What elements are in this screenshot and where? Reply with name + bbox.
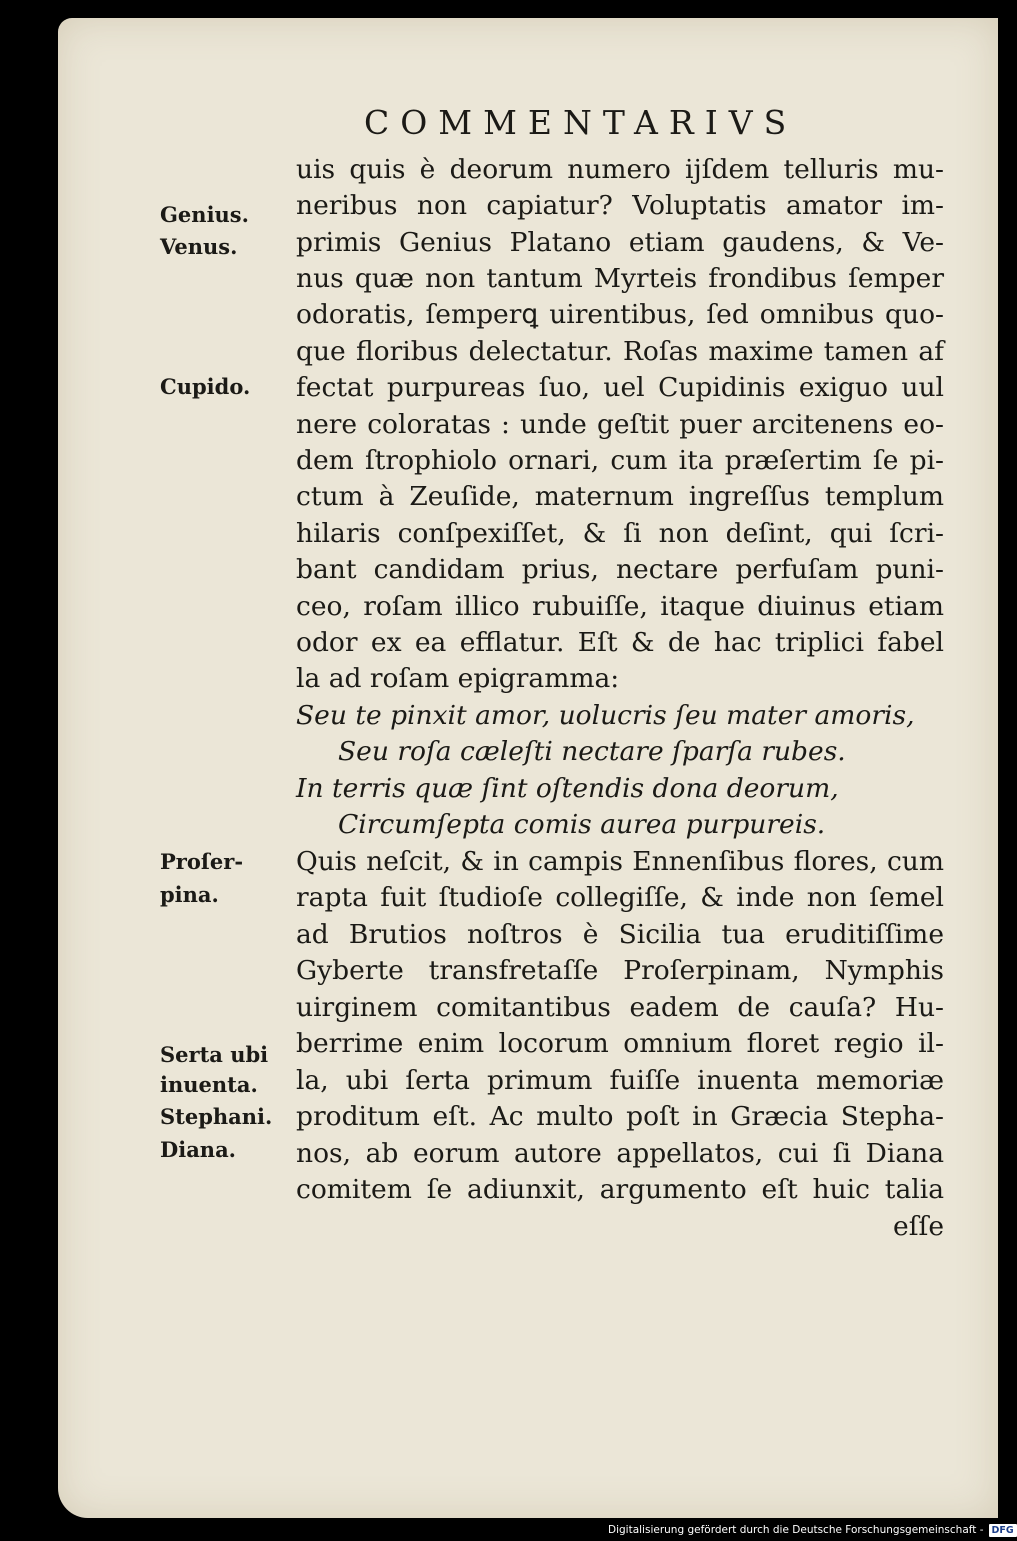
text-line: uirginem comitantibus eadem de cauſa? Hu- [296, 992, 944, 1023]
margin-note: Cupido. [160, 374, 251, 399]
margin-note: Stephani. [160, 1104, 273, 1129]
margin-note: Proſer- [160, 849, 244, 874]
text-line: Gyberte transfretaſſe Proſerpinam, Nymphis [296, 955, 944, 986]
text-line: Quis neſcit, & in campis Ennenſibus flores, cum [296, 846, 944, 877]
verse-line: In terris quæ ſint oſtendis dona deorum, [296, 773, 839, 804]
text-line: nos, ab eorum autore appellatos, cui ſi Diana [296, 1138, 944, 1169]
text-line: neribus non capiatur? Voluptatis amator im- [296, 190, 944, 221]
running-head: COMMENTARIVS [364, 103, 798, 142]
text-line: rapta fuit ſtudioſe collegiſſe, & inde non ſemel [296, 882, 944, 913]
verse-line: Seu roſa cæleſti nectare ſparſa rubes. [338, 736, 846, 767]
verse-line: Seu te pinxit amor, uolucris ſeu mater amoris, [296, 700, 915, 731]
text-line: odor ex ea efflatur. Eſt & de hac triplici fabel [296, 627, 944, 658]
text-line: comitem ſe adiunxit, argumento eſt huic talia [296, 1174, 944, 1205]
margin-note: Venus. [160, 234, 238, 259]
text-line: bant candidam prius, nectare perfuſam puni- [296, 554, 944, 585]
text-line: dem ſtrophiolo ornari, cum ita præſertim ſe pi- [296, 445, 944, 476]
text-line: nere coloratas : unde geſtit puer arcitenens eo- [296, 409, 944, 440]
text-line: ad Brutios noſtros è Sicilia tua eruditiſſime [296, 919, 944, 950]
margin-note: Diana. [160, 1137, 236, 1162]
text-line: proditum eſt. Ac multo poſt in Græcia Stepha- [296, 1101, 944, 1132]
text-line: fectat purpureas ſuo, uel Cupidinis exiguo uul [296, 372, 944, 403]
catchword: eſſe [893, 1211, 944, 1242]
verse-line: Circumſepta comis aurea purpureis. [338, 809, 826, 840]
footer-credit: Digitalisierung gefördert durch die Deutsche Forschungsgemeinschaft - [608, 1524, 984, 1536]
text-line: uis quis è deorum numero ijſdem telluris mu- [296, 154, 944, 185]
dfg-logo-icon: DFG [989, 1524, 1017, 1537]
margin-note: Serta ubi [160, 1042, 269, 1067]
text-line: ctum à Zeuſide, maternum ingreſſus templum [296, 481, 944, 512]
text-line: la ad roſam epigramma: [296, 663, 620, 694]
margin-note: Genius. [160, 202, 249, 227]
text-line: nus quæ non tantum Myrteis frondibus ſemper [296, 263, 944, 294]
text-line: hilaris conſpexiſſet, & ſi non deſint, qui ſcri- [296, 518, 944, 549]
digitization-footer [608, 1522, 1017, 1538]
text-line: berrime enim locorum omnium floret regio il- [296, 1028, 944, 1059]
margin-note: inuenta. [160, 1072, 258, 1097]
text-line: ceo, roſam illico rubuiſſe, itaque diuinus etiam [296, 591, 944, 622]
text-line: primis Genius Platano etiam gaudens, & Ve- [296, 227, 944, 258]
text-line: que floribus delectatur. Roſas maxime tamen af [296, 336, 944, 367]
margin-note: pina. [160, 882, 219, 907]
text-line: la, ubi ſerta primum fuiſſe inuenta memoriæ [296, 1065, 944, 1096]
text-line: odoratis, ſemperꝗ uirentibus, ſed omnibus quo- [296, 299, 944, 330]
